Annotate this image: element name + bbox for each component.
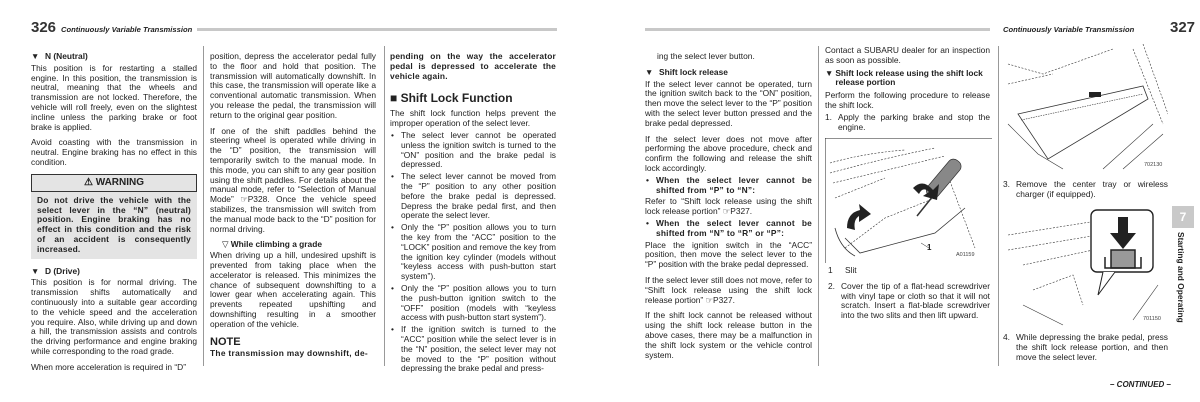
step-1	[825, 113, 990, 133]
paragraph: When more acceleration is required in “D”	[31, 361, 186, 372]
note-title: NOTE	[210, 335, 241, 348]
paragraph: This position is for restarting a stalled engine. In this position, the transmission is neutral, meaning that the wheels and transmission are not locked. Therefore, the vehicle will roll freely, even on the slightest incline unless the parking brake or foot brake is applied.	[31, 62, 197, 132]
step-2	[828, 282, 990, 321]
column-4	[645, 52, 812, 366]
heading-climbing	[222, 240, 376, 250]
paragraph: Place the ignition switch in the “ACC” position, then move the select lever to the “P” position with the brake pedal depressed.	[645, 239, 812, 270]
heading-drive	[31, 267, 197, 277]
paragraph: Perform the following procedure to release the shift lock.	[825, 90, 990, 110]
shift-lock-release-illustration	[1003, 205, 1168, 327]
paragraph: If the select lever cannot be operated, turn the ignition switch back to the “ON” position, then move the select lever to the “P” position with the select lever button pressed and the brake pedal depressed.	[645, 78, 812, 128]
list-item: • The select lever cannot be moved from the “P” position to any other position before the brake pedal is depressed. Depress the brake pedal first, and then operate the select lever.	[390, 172, 556, 221]
center-tray-illustration	[1003, 44, 1168, 172]
note-text-part1: The transmission may downshift, de-	[210, 347, 369, 358]
figure-legend	[828, 266, 990, 276]
step-text: Apply the parking brake and stop the engine.	[838, 111, 990, 132]
header-title-right: Continuously Variable Transmission	[1003, 25, 1135, 34]
triangle-icon: ▼	[31, 265, 40, 276]
heading-text: Shift lock release using the shift lock release portion	[835, 67, 983, 88]
column-1	[31, 52, 197, 379]
heading-text: Shift lock release	[659, 66, 728, 77]
step-text: Cover the tip of a flat-head screwdriver with vinyl tape or cloth so that it will not scratch. Insert a flat-blade screwdriver into the two slits and then lift upward.	[841, 280, 990, 321]
square-bullet-icon: ■	[390, 91, 398, 106]
heading-text: While climbing a grade	[230, 239, 322, 250]
warning-title: WARNING	[95, 176, 145, 188]
step-number: 2.	[828, 280, 835, 291]
step-3	[1003, 180, 1168, 200]
paragraph: position, depress the accelerator pedal fully to the floor and hold that position. The transmission will automatically downshift. In this case, the transmission will operate like a conventional automatic transmission. When you release the pedal, the transmission will return to the original gear position.	[210, 51, 376, 120]
triangle-icon: ▼	[645, 66, 654, 77]
column-divider	[203, 46, 204, 366]
page-number-right: 327	[1170, 19, 1196, 36]
column-5	[825, 46, 990, 136]
step-text: While depressing the brake pedal, press the shift lock release portion, and then move the select lever.	[1016, 332, 1168, 362]
case1	[645, 176, 812, 196]
step-number: 3.	[1003, 179, 1010, 189]
warning-header	[31, 174, 197, 192]
column-divider	[998, 46, 999, 366]
note-text-part2: pending on the way the accelerator pedal is depressed to accelerate the vehicle again.	[390, 51, 556, 81]
column-divider	[384, 46, 385, 366]
column-3	[390, 52, 556, 376]
chapter-tab[interactable]: 7	[1172, 206, 1194, 228]
legend-label: Slit	[845, 265, 857, 275]
column-6-step4	[1003, 333, 1168, 366]
section-heading-shift-lock	[390, 91, 556, 105]
heading-text: Shift Lock Function	[400, 91, 513, 106]
warning-icon: ⚠	[83, 176, 93, 188]
case2	[645, 219, 812, 239]
open-triangle-icon: ▽	[222, 239, 229, 250]
step-4	[1003, 333, 1168, 362]
paragraph: If one of the shift paddles behind the steering wheel is operated while driving in the “D” position, the transmission will temporarily switch to the manual mode. In this mode, you can shift to any gear position using the shift paddles. For details about the manual mode, refer to “Selection of Manual Mode” ☞P328. Once the vehicle speed stabilizes, the transmission will switch from the manual mode back to the “D” position for normal driving.	[210, 125, 376, 234]
case-heading: • When the select lever cannot be shifted from “N” to “R” or “P”:	[645, 219, 812, 239]
step-text: Remove the center tray or wireless charger (if equipped).	[1016, 179, 1168, 199]
list-item: • The select lever cannot be operated unless the ignition switch is turned to the “ON” position and the brake pedal is depressed.	[390, 131, 556, 170]
paragraph: This position is for normal driving. The transmission shifts automatically and continuously into a suitable gear according to the vehicle speed and the acceleration you require. Also, while driving up and down a hill, the transmission assists and controls the driving performance and engine braking while corresponding to the road grade.	[31, 277, 197, 356]
heading-text: N (Neutral)	[45, 51, 88, 61]
paragraph: ing the select lever button.	[657, 51, 755, 61]
legend-number: 1	[828, 265, 833, 275]
figure-callout-1: 1	[927, 243, 932, 252]
heading-neutral	[31, 52, 197, 62]
paragraph: When driving up a hill, undesired upshift is prevented from taking place when the accelerator is released. This minimizes the chance of subsequent downshifting to a lower gear when accelerating again. This prevents repeated upshifting and downshifting resulting in a smoother operation of the vehicle.	[210, 250, 376, 329]
paragraph: If the shift lock cannot be released without using the shift lock release button in the above cases, there may be a malfunction in the shift lock system or the vehicle control system.	[645, 310, 812, 360]
figure-code: 702130	[1144, 162, 1163, 168]
step-number: 4.	[1003, 332, 1010, 342]
warning-text: Do not drive the vehicle with the select lever in the “N” (neutral) position. Engine braking has no effect in this condition and the risk of an accident is consequently increased.	[31, 192, 197, 259]
header-rule-right	[645, 28, 990, 31]
figure-code: A01159	[956, 252, 975, 258]
paragraph: Refer to “Shift lock release using the shift lock release portion” ☞P327.	[645, 196, 812, 217]
column-2	[210, 52, 376, 358]
header-title-left: Continuously Variable Transmission	[61, 25, 193, 34]
header-rule-left	[197, 28, 557, 31]
list-item: • Only the “P” position allows you to turn the push-button ignition switch to the “OFF” position (models with “keyless access with push-button start system”).	[390, 284, 556, 323]
paragraph: Avoid coasting with the transmission in neutral. Engine braking has no effect in this condition.	[31, 137, 197, 167]
heading-text: D (Drive)	[45, 265, 80, 276]
column-6-step3	[1003, 180, 1168, 204]
list-item: • Only the “P” position allows you to turn the key from the “ACC” position to the “LOCK” position and remove the key from the ignition key cylinder (models without “keyless access with push-button start system”).	[390, 223, 556, 282]
triangle-icon: ▼	[825, 67, 834, 78]
page-number-left: 326	[31, 19, 57, 36]
triangle-icon: ▼	[31, 51, 40, 61]
shift-lock-list	[390, 131, 556, 374]
list-item: • If the ignition switch is turned to the “ACC” position while the select lever is in the “N” position, the select lever may not be moved to the “P” position without depressing the brake pedal and press-	[390, 325, 556, 374]
paragraph: The shift lock function helps prevent the improper operation of the select lever.	[390, 108, 556, 129]
heading-release-portion	[825, 69, 990, 89]
paragraph: Contact a SUBARU dealer for an inspection as soon as possible.	[825, 45, 990, 65]
continued-label: – CONTINUED –	[1110, 380, 1171, 389]
step-number: 1.	[825, 111, 832, 122]
paragraph: If the select lever does not move after performing the above procedure, check and confirm the following and release the shift lock accordingly.	[645, 133, 812, 173]
heading-shift-lock-release	[645, 68, 812, 78]
figure-code: 701150	[1143, 316, 1161, 322]
column-5-lower	[828, 266, 990, 325]
case-heading: • When the select lever cannot be shifted from “P” to “N”:	[645, 176, 812, 196]
screwdriver-slit-illustration	[825, 138, 992, 263]
paragraph: If the select lever still does not move, refer to “Shift lock release using the shift lock release portion” ☞P327.	[645, 274, 812, 305]
chapter-label: Starting and Operating	[1176, 232, 1186, 323]
column-divider	[818, 46, 819, 366]
